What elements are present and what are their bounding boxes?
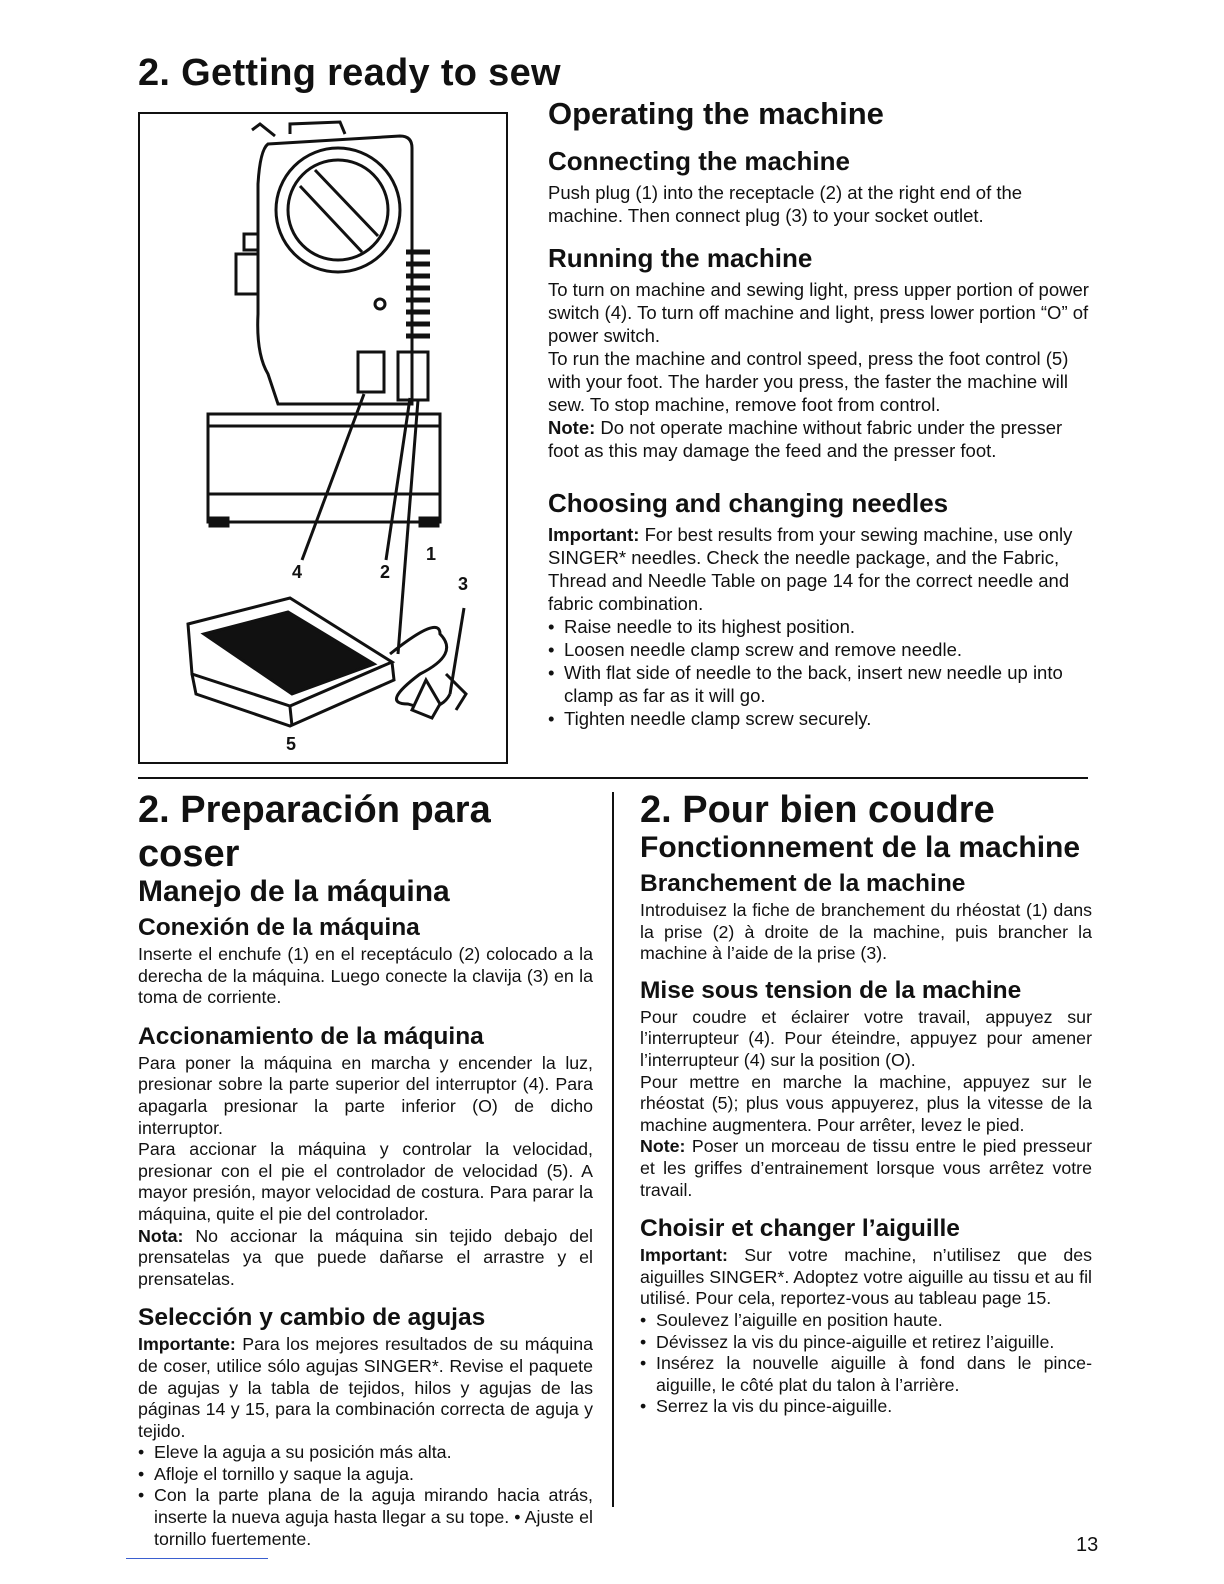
important-label: Important: (640, 1245, 728, 1266)
list-item: • Dévissez la vis du pince-aiguille et retirez l’aiguille. (640, 1332, 1092, 1354)
spanish-connecting-text: Inserte el enchufe (1) en el receptáculo (2) colocado a la derecha de la máquina. Luego conecte la clavija (3) en la toma de corriente. (138, 944, 593, 1008)
list-item: • With flat side of needle to the back, insert new needle up into clamp as far as it will go. (548, 661, 1096, 707)
important-text: Para los mejores resultados de su máquina de coser, utilice sólo agujas SINGER*. Revise el paquete de agujas y la tabla de tejidos, hilos y agujas de las páginas 14 y 15, para la combinación correcta de aguja y tejido. (138, 1334, 593, 1441)
spanish-connecting-title: Conexión de la máquina (138, 914, 420, 941)
list-item: • Tighten needle clamp screw securely. (548, 707, 1096, 730)
sewing-machine-illustration (138, 112, 508, 764)
important-label: Importante: (138, 1334, 236, 1355)
running-title: Running the machine (548, 243, 813, 273)
french-needles-steps (640, 1310, 1092, 1418)
spanish-running-note (138, 1226, 593, 1291)
needles-title: Choosing and changing needles (548, 488, 949, 518)
spanish-needles-title: Selección y cambio de agujas (138, 1304, 486, 1332)
french-title: 2. Pour bien coudre (640, 789, 995, 831)
list-item: • Soulevez l’aiguille en position haute. (640, 1310, 1092, 1332)
french-connecting-text: Introduisez la fiche de branchement du rhéostat (1) dans la prise (2) à droite de la machine, puis brancher la machine à l’aide de la prise (3). (640, 900, 1092, 964)
spanish-title: 2. Preparación para coser (138, 789, 491, 875)
spanish-needles-steps (138, 1442, 593, 1550)
list-item: • Raise needle to its highest position. (548, 615, 1096, 638)
vertical-divider (612, 792, 614, 1507)
french-needles-title: Choisir et changer l’aiguille (640, 1215, 960, 1243)
french-running-text-2: Pour mettre en marche la machine, appuyez sur le rhéostat (5); plus vous appuyerez, plus la vitesse de la machine augmentera. Pour arrêter, levez le pied. (640, 1071, 1092, 1135)
list-item: • Eleve la aguja a su posición más alta. (138, 1442, 593, 1464)
running-text-1: To turn on machine and sewing light, press upper portion of power switch (4). To turn off machine and light, press lower portion “O” of power switch. (548, 279, 1089, 346)
note-text: Poser un morceau de tissu entre le pied presseur et les griffes d’entrainement lorsque vous arrêtez votre travail. (640, 1136, 1092, 1200)
note-text: No accionar la máquina sin tejido debajo del prensatelas ya que puede dañarse el arrastre y el prensatelas. (138, 1225, 593, 1289)
french-heading: Fonctionnement de la machine (640, 831, 1081, 864)
list-item: • Afloje el tornillo y saque la aguja. (138, 1464, 593, 1486)
horizontal-divider (138, 777, 1088, 779)
french-running-note (640, 1136, 1092, 1201)
spanish-running-text-2: Para accionar la máquina y controlar la velocidad, presionar con el pie el controlador de velocidad (5). A mayor presión, mayor velocidad de costura. Para parar la máquina, quite el pie del controlador. (138, 1139, 593, 1224)
connecting-title: Connecting the machine (548, 146, 850, 176)
spanish-needles-important (138, 1334, 593, 1442)
page-title: 2. Getting ready to sew (138, 52, 561, 94)
scan-edge-line (126, 1558, 268, 1559)
needles-important (548, 523, 1096, 615)
french-running-text-1: Pour coudre et éclairer votre travail, appuyez sur l’interrupteur (4). Pour éteindre, appuyez pour amener l’interrupteur (4) sur la position (O). (640, 1006, 1092, 1070)
important-text: Sur votre machine, n’utilisez que des aiguilles SINGER*. Adoptez votre aiguille au tissu et au fil utilisé. Pour cela, reportez-vous au tableau page 15. (640, 1245, 1092, 1309)
figure-label-1: 1 (426, 544, 437, 564)
machine-and-foot-control-drawing (140, 114, 506, 762)
note-label: Note: (640, 1136, 686, 1157)
figure-label-4: 4 (292, 562, 303, 582)
english-section (548, 96, 1096, 730)
note-label: Nota: (138, 1225, 184, 1246)
figure-label-5: 5 (286, 734, 297, 754)
important-label: Important: (548, 524, 640, 545)
french-needles-important (640, 1245, 1092, 1310)
running-text-2: To run the machine and control speed, press the foot control (5) with your foot. The harder you press, the faster the machine will sew. To stop machine, remove foot from control. (548, 348, 1069, 415)
connecting-text: Push plug (1) into the receptacle (2) at the right end of the machine. Then connect plug (3) to your socket outlet. (548, 182, 1023, 226)
figure-label-2: 2 (380, 562, 391, 582)
list-item: • Serrez la vis du pince-aiguille. (640, 1396, 1092, 1418)
list-item: • Con la parte plana de la aguja mirando hacia atrás, inserte la nueva aguja hasta llegar a su tope. • Ajuste el tornillo fuertemente. (138, 1485, 593, 1550)
page-number: 13 (1076, 1534, 1099, 1556)
list-item: • Loosen needle clamp screw and remove needle. (548, 638, 1096, 661)
spanish-heading: Manejo de la máquina (138, 875, 450, 908)
french-running-title: Mise sous tension de la machine (640, 976, 1022, 1004)
important-text: For best results from your sewing machine, use only SINGER* needles. Check the needle package, and the Fabric, Thread and Needle Table on page 14 for the correct needle and fabric combination. (548, 524, 1073, 614)
note-text: Do not operate machine without fabric under the presser foot as this may damage the feed and the presser foot. (548, 417, 1063, 461)
spanish-section (138, 788, 593, 1550)
spanish-running-text-1: Para poner la máquina en marcha y encender la luz, presionar sobre la parte superior del interruptor (4). Para apagarla presionar la parte inferior (O) de dicho interruptor. (138, 1052, 593, 1138)
english-heading: Operating the machine (548, 96, 884, 131)
french-section (640, 788, 1092, 1418)
french-connecting-title: Branchement de la machine (640, 870, 966, 897)
running-note (548, 416, 1096, 462)
needles-steps (548, 615, 1096, 730)
list-item: • Insérez la nouvelle aiguille à fond dans le pince-aiguille, le côté plat du talon à l’arrière. (640, 1353, 1092, 1396)
spanish-running-title: Accionamiento de la máquina (138, 1022, 484, 1050)
note-label: Note: (548, 417, 596, 438)
figure-label-3: 3 (458, 574, 469, 594)
